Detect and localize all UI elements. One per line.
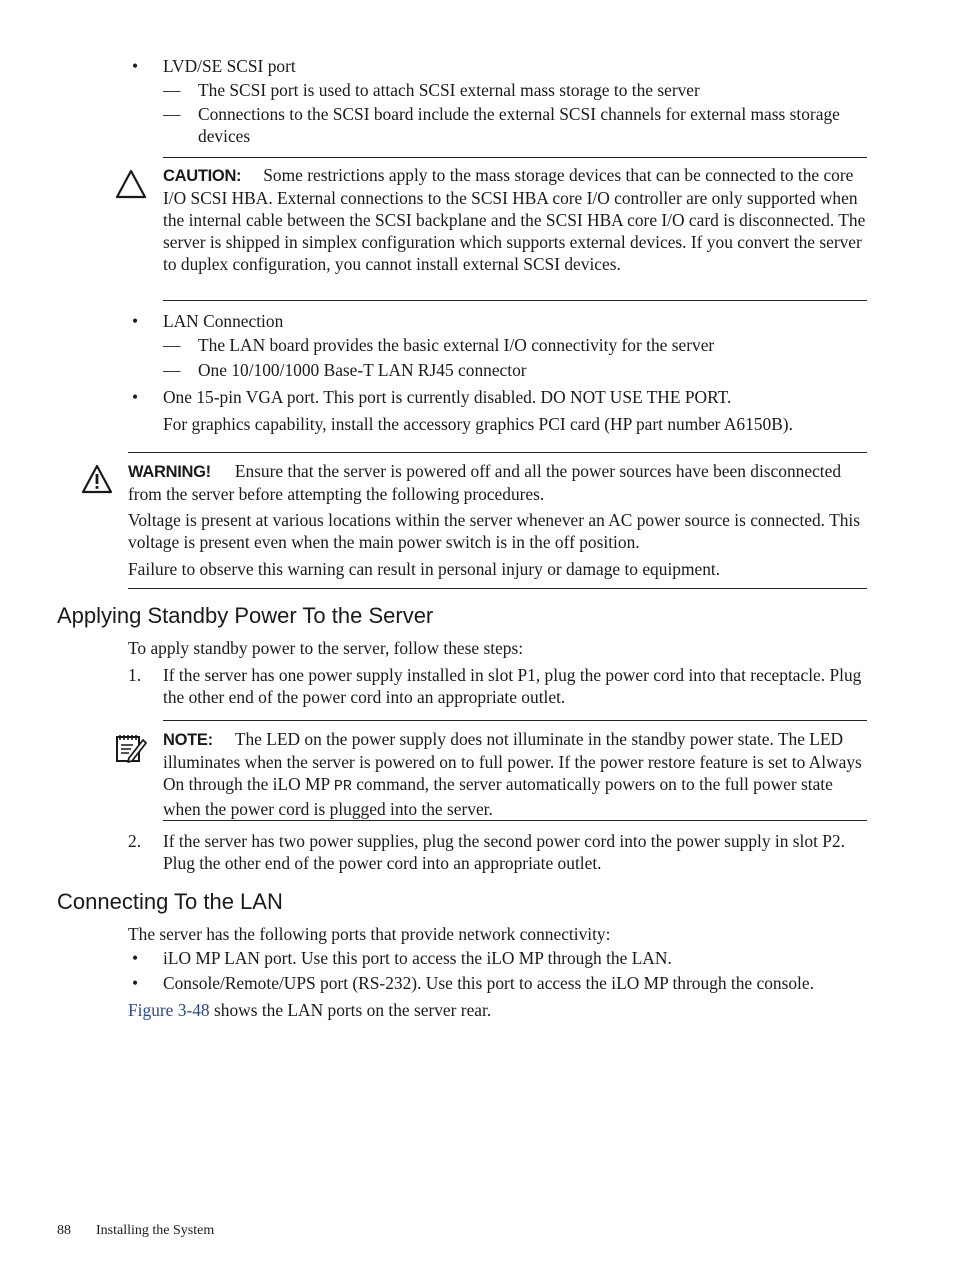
- figure-reference: Figure 3-48 shows the LAN ports on the server rear.: [128, 1000, 492, 1020]
- warning-text: WARNING! Ensure that the server is powered off and all the power sources have been disconnected from the server before attempting the following procedures.: [128, 461, 842, 504]
- caution-top-rule: [163, 157, 867, 158]
- section-intro: To apply standby power to the server, follow these steps:: [128, 638, 524, 658]
- step-number: 2.: [128, 831, 142, 851]
- note-top-rule: [163, 720, 867, 721]
- step-text: If the server has one power supply installed in slot P1, plug the power cord into that receptacle. Plug the other end of the power cord into an appropriate outlet.: [163, 665, 862, 707]
- section-heading: Applying Standby Power To the Server: [57, 603, 434, 628]
- command-code: PR: [333, 778, 352, 795]
- warning-label: WARNING!: [128, 463, 211, 481]
- warning-bottom-rule: [128, 588, 867, 589]
- note-pencil-icon: [114, 731, 148, 770]
- section-intro: The server has the following ports that provide network connectivity:: [128, 924, 611, 944]
- page-number: 88: [57, 1223, 71, 1238]
- caution-text: CAUTION: Some restrictions apply to the mass storage devices that can be connected to the core I/O SCSI HBA. External connections to the SCSI HBA core I/O controller are only supported when the internal cable between the SCSI backplane and the SCSI HBA core I/O card is disconnected. The server is shipped in simplex configuration which supports external devices. If you convert the server to duplex configuration, you cannot install external SCSI devices.: [163, 165, 866, 274]
- section-heading: Connecting To the LAN: [57, 889, 283, 914]
- warning-para: Failure to observe this warning can result in personal injury or damage to equipment.: [128, 559, 721, 579]
- warning-para: Voltage is present at various locations within the server whenever an AC power source is connected. This voltage is present even when the main power switch is in the off position.: [128, 510, 860, 552]
- step-text: If the server has two power supplies, plug the second power cord into the power supply in slot P2. Plug the other end of the power cord into an appropriate outlet.: [163, 831, 845, 873]
- note-label: NOTE:: [163, 731, 213, 749]
- warning-top-rule: [128, 452, 867, 453]
- caution-triangle-icon: [114, 168, 148, 205]
- note-text: NOTE: The LED on the power supply does not illuminate in the standby power state. The LED illuminates when the server is powered on to full power. If the power restore feature is set to Always On through the iLO MP PR command, the server automatically powers on to the full power state when the power cord is plugged into the server.: [163, 729, 862, 819]
- step-number: 1.: [128, 665, 142, 685]
- chapter-title: Installing the System: [96, 1223, 215, 1238]
- vga-note: For graphics capability, install the accessory graphics PCI card (HP part number A6150B).: [163, 414, 793, 434]
- caution-label: CAUTION:: [163, 167, 242, 185]
- note-bottom-rule: [163, 820, 867, 821]
- caution-bottom-rule: [163, 300, 867, 301]
- warning-exclamation-icon: [80, 463, 114, 500]
- figure-link[interactable]: Figure 3-48: [128, 1000, 210, 1020]
